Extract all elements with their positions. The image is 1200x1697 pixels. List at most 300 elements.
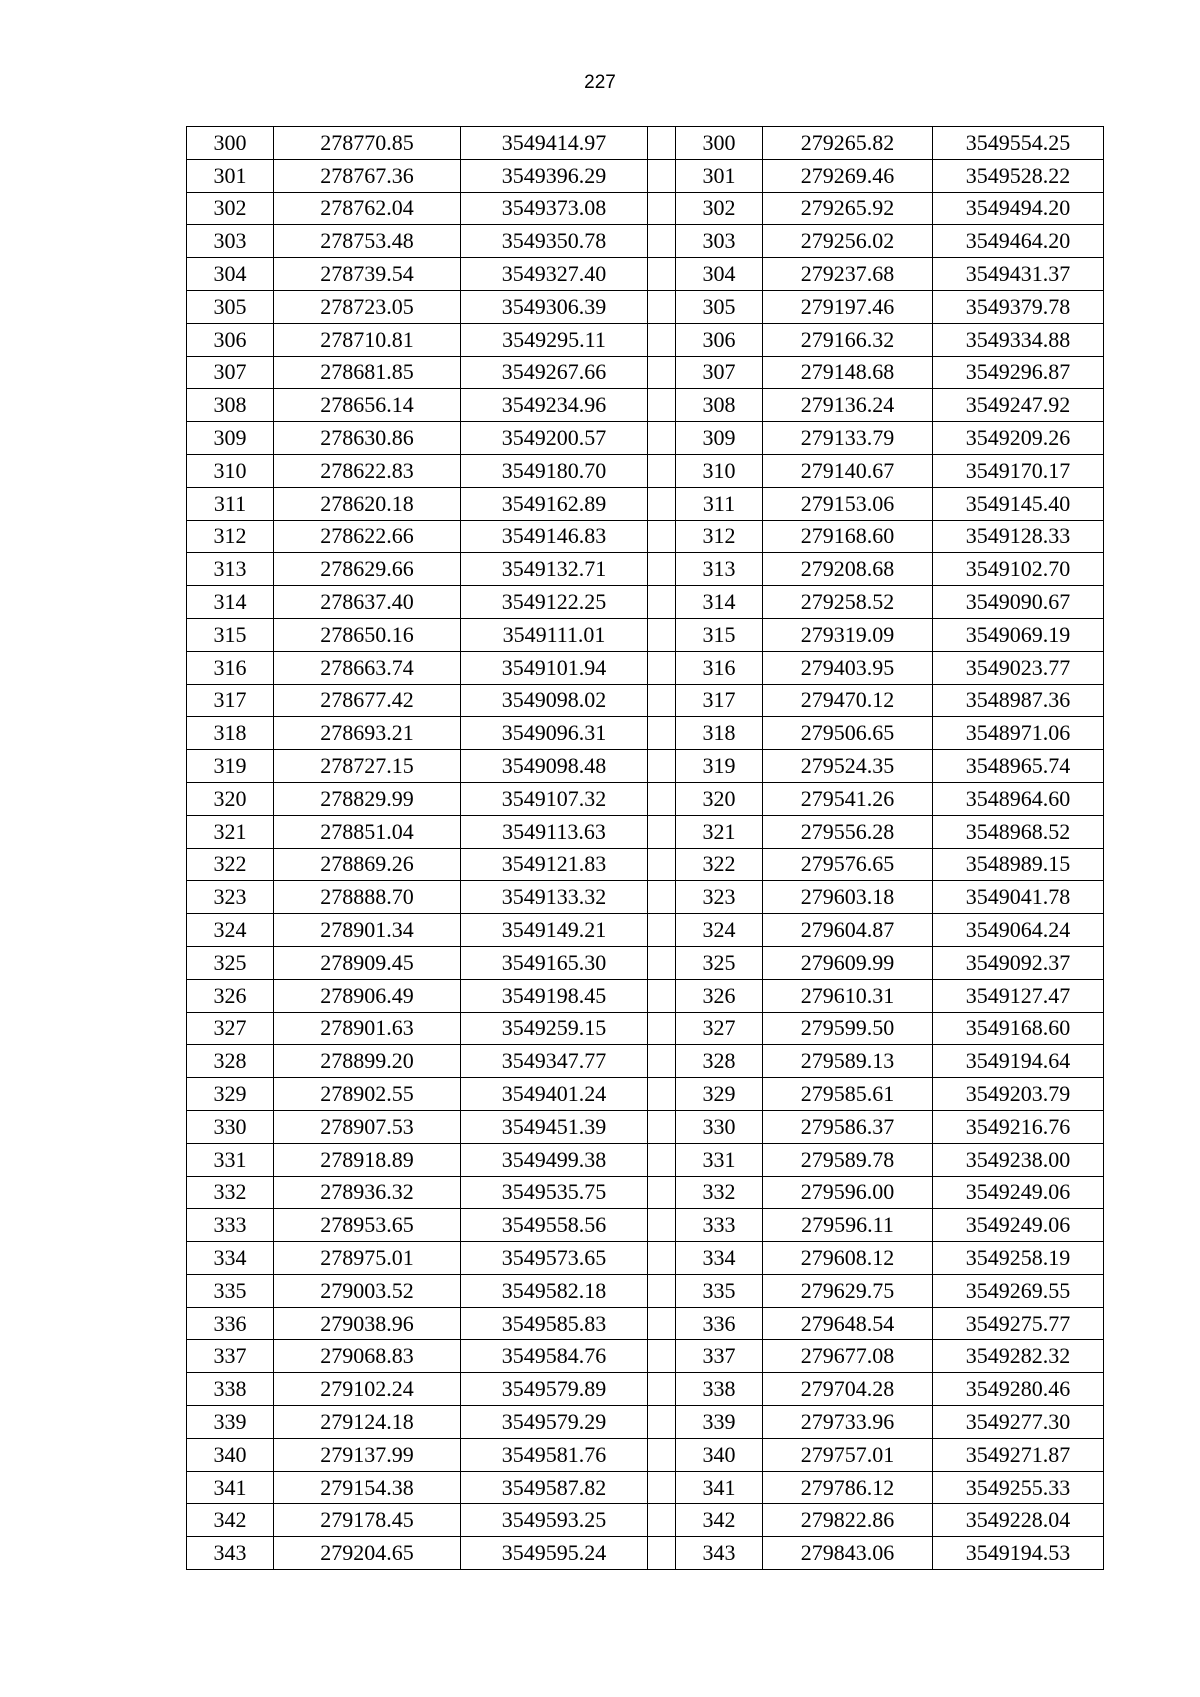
right-point-number: 342 — [676, 1504, 763, 1537]
spacer-cell — [648, 1537, 676, 1570]
left-y-coordinate: 3549101.94 — [461, 651, 648, 684]
left-point-number: 304 — [187, 258, 274, 291]
table-row — [187, 1537, 1104, 1570]
right-x-coordinate: 279586.37 — [763, 1110, 933, 1143]
right-x-coordinate: 279629.75 — [763, 1274, 933, 1307]
spacer-cell — [648, 815, 676, 848]
left-point-number: 324 — [187, 914, 274, 947]
left-point-number: 323 — [187, 881, 274, 914]
left-x-coordinate: 278739.54 — [274, 258, 461, 291]
spacer-cell — [648, 1143, 676, 1176]
spacer-cell — [648, 553, 676, 586]
left-x-coordinate: 279003.52 — [274, 1274, 461, 1307]
left-point-number: 335 — [187, 1274, 274, 1307]
right-y-coordinate: 3548971.06 — [933, 717, 1104, 750]
spacer-cell — [648, 1176, 676, 1209]
spacer-cell — [648, 914, 676, 947]
table-row — [187, 1012, 1104, 1045]
left-y-coordinate: 3549107.32 — [461, 782, 648, 815]
left-y-coordinate: 3549267.66 — [461, 356, 648, 389]
left-y-coordinate: 3549111.01 — [461, 618, 648, 651]
spacer-cell — [648, 1438, 676, 1471]
left-point-number: 337 — [187, 1340, 274, 1373]
table-row — [187, 979, 1104, 1012]
table-row — [187, 1471, 1104, 1504]
left-y-coordinate: 3549165.30 — [461, 946, 648, 979]
right-y-coordinate: 3549203.79 — [933, 1078, 1104, 1111]
spacer-cell — [648, 389, 676, 422]
right-y-coordinate: 3549102.70 — [933, 553, 1104, 586]
right-point-number: 322 — [676, 848, 763, 881]
right-x-coordinate: 279265.92 — [763, 192, 933, 225]
right-y-coordinate: 3549249.06 — [933, 1209, 1104, 1242]
table-row — [187, 684, 1104, 717]
left-y-coordinate: 3549593.25 — [461, 1504, 648, 1537]
left-y-coordinate: 3549401.24 — [461, 1078, 648, 1111]
right-point-number: 329 — [676, 1078, 763, 1111]
left-y-coordinate: 3549259.15 — [461, 1012, 648, 1045]
left-point-number: 336 — [187, 1307, 274, 1340]
left-x-coordinate: 279137.99 — [274, 1438, 461, 1471]
right-x-coordinate: 279133.79 — [763, 422, 933, 455]
spacer-cell — [648, 881, 676, 914]
spacer-cell — [648, 1274, 676, 1307]
right-y-coordinate: 3549431.37 — [933, 258, 1104, 291]
spacer-cell — [648, 520, 676, 553]
spacer-cell — [648, 848, 676, 881]
right-y-coordinate: 3549296.87 — [933, 356, 1104, 389]
left-point-number: 319 — [187, 750, 274, 783]
right-point-number: 331 — [676, 1143, 763, 1176]
left-x-coordinate: 278953.65 — [274, 1209, 461, 1242]
left-point-number: 302 — [187, 192, 274, 225]
right-y-coordinate: 3549271.87 — [933, 1438, 1104, 1471]
table-row — [187, 290, 1104, 323]
left-x-coordinate: 278622.66 — [274, 520, 461, 553]
spacer-cell — [648, 1045, 676, 1078]
left-point-number: 328 — [187, 1045, 274, 1078]
table-row — [187, 454, 1104, 487]
right-x-coordinate: 279596.00 — [763, 1176, 933, 1209]
left-y-coordinate: 3549558.56 — [461, 1209, 648, 1242]
left-y-coordinate: 3549579.29 — [461, 1406, 648, 1439]
left-point-number: 332 — [187, 1176, 274, 1209]
right-y-coordinate: 3549228.04 — [933, 1504, 1104, 1537]
left-x-coordinate: 278762.04 — [274, 192, 461, 225]
left-x-coordinate: 278630.86 — [274, 422, 461, 455]
left-point-number: 311 — [187, 487, 274, 520]
table-row — [187, 422, 1104, 455]
right-point-number: 313 — [676, 553, 763, 586]
right-y-coordinate: 3548965.74 — [933, 750, 1104, 783]
spacer-cell — [648, 290, 676, 323]
table-row — [187, 618, 1104, 651]
right-y-coordinate: 3548968.52 — [933, 815, 1104, 848]
left-point-number: 301 — [187, 159, 274, 192]
left-y-coordinate: 3549306.39 — [461, 290, 648, 323]
left-point-number: 318 — [187, 717, 274, 750]
left-point-number: 326 — [187, 979, 274, 1012]
right-point-number: 311 — [676, 487, 763, 520]
right-y-coordinate: 3549170.17 — [933, 454, 1104, 487]
right-point-number: 303 — [676, 225, 763, 258]
left-x-coordinate: 278629.66 — [274, 553, 461, 586]
left-x-coordinate: 278637.40 — [274, 586, 461, 619]
left-y-coordinate: 3549198.45 — [461, 979, 648, 1012]
table-row — [187, 717, 1104, 750]
left-point-number: 339 — [187, 1406, 274, 1439]
left-y-coordinate: 3549451.39 — [461, 1110, 648, 1143]
left-point-number: 331 — [187, 1143, 274, 1176]
table-row — [187, 1504, 1104, 1537]
left-y-coordinate: 3549200.57 — [461, 422, 648, 455]
left-y-coordinate: 3549146.83 — [461, 520, 648, 553]
left-point-number: 327 — [187, 1012, 274, 1045]
table-row — [187, 1307, 1104, 1340]
right-x-coordinate: 279589.78 — [763, 1143, 933, 1176]
spacer-cell — [648, 586, 676, 619]
left-y-coordinate: 3549573.65 — [461, 1242, 648, 1275]
right-point-number: 321 — [676, 815, 763, 848]
right-x-coordinate: 279319.09 — [763, 618, 933, 651]
right-y-coordinate: 3549209.26 — [933, 422, 1104, 455]
spacer-cell — [648, 618, 676, 651]
spacer-cell — [648, 454, 676, 487]
left-y-coordinate: 3549585.83 — [461, 1307, 648, 1340]
left-point-number: 334 — [187, 1242, 274, 1275]
left-y-coordinate: 3549499.38 — [461, 1143, 648, 1176]
right-point-number: 320 — [676, 782, 763, 815]
table-row — [187, 1110, 1104, 1143]
table-row — [187, 815, 1104, 848]
right-y-coordinate: 3549277.30 — [933, 1406, 1104, 1439]
right-y-coordinate: 3549023.77 — [933, 651, 1104, 684]
spacer-cell — [648, 1242, 676, 1275]
table-row — [187, 651, 1104, 684]
left-y-coordinate: 3549162.89 — [461, 487, 648, 520]
table-row — [187, 914, 1104, 947]
right-point-number: 343 — [676, 1537, 763, 1570]
right-x-coordinate: 279786.12 — [763, 1471, 933, 1504]
left-y-coordinate: 3549587.82 — [461, 1471, 648, 1504]
left-point-number: 330 — [187, 1110, 274, 1143]
table-row — [187, 192, 1104, 225]
left-point-number: 316 — [187, 651, 274, 684]
table-row — [187, 848, 1104, 881]
table-row — [187, 881, 1104, 914]
right-x-coordinate: 279599.50 — [763, 1012, 933, 1045]
right-point-number: 339 — [676, 1406, 763, 1439]
left-y-coordinate: 3549396.29 — [461, 159, 648, 192]
spacer-cell — [648, 159, 676, 192]
left-y-coordinate: 3549295.11 — [461, 323, 648, 356]
right-point-number: 309 — [676, 422, 763, 455]
coordinate-table-body — [187, 127, 1104, 1570]
left-x-coordinate: 278869.26 — [274, 848, 461, 881]
left-y-coordinate: 3549121.83 — [461, 848, 648, 881]
right-y-coordinate: 3549528.22 — [933, 159, 1104, 192]
left-point-number: 306 — [187, 323, 274, 356]
right-point-number: 314 — [676, 586, 763, 619]
left-x-coordinate: 278901.34 — [274, 914, 461, 947]
spacer-cell — [648, 717, 676, 750]
right-x-coordinate: 279506.65 — [763, 717, 933, 750]
spacer-cell — [648, 487, 676, 520]
left-point-number: 312 — [187, 520, 274, 553]
table-row — [187, 225, 1104, 258]
table-row — [187, 1176, 1104, 1209]
left-y-coordinate: 3549096.31 — [461, 717, 648, 750]
left-y-coordinate: 3549098.48 — [461, 750, 648, 783]
right-point-number: 300 — [676, 127, 763, 160]
spacer-cell — [648, 258, 676, 291]
right-x-coordinate: 279153.06 — [763, 487, 933, 520]
right-y-coordinate: 3549128.33 — [933, 520, 1104, 553]
right-x-coordinate: 279704.28 — [763, 1373, 933, 1406]
right-y-coordinate: 3549168.60 — [933, 1012, 1104, 1045]
table-row — [187, 750, 1104, 783]
table-row — [187, 1143, 1104, 1176]
table-row — [187, 520, 1104, 553]
spacer-cell — [648, 782, 676, 815]
right-y-coordinate: 3548964.60 — [933, 782, 1104, 815]
left-y-coordinate: 3549595.24 — [461, 1537, 648, 1570]
right-point-number: 306 — [676, 323, 763, 356]
left-point-number: 305 — [187, 290, 274, 323]
left-y-coordinate: 3549132.71 — [461, 553, 648, 586]
right-point-number: 319 — [676, 750, 763, 783]
right-x-coordinate: 279733.96 — [763, 1406, 933, 1439]
right-y-coordinate: 3549194.53 — [933, 1537, 1104, 1570]
left-x-coordinate: 278663.74 — [274, 651, 461, 684]
left-x-coordinate: 278710.81 — [274, 323, 461, 356]
left-x-coordinate: 278906.49 — [274, 979, 461, 1012]
right-y-coordinate: 3549464.20 — [933, 225, 1104, 258]
left-y-coordinate: 3549098.02 — [461, 684, 648, 717]
table-row — [187, 323, 1104, 356]
right-y-coordinate: 3549255.33 — [933, 1471, 1104, 1504]
table-row — [187, 1340, 1104, 1373]
spacer-cell — [648, 1307, 676, 1340]
left-y-coordinate: 3549347.77 — [461, 1045, 648, 1078]
right-point-number: 305 — [676, 290, 763, 323]
spacer-cell — [648, 1504, 676, 1537]
right-y-coordinate: 3549216.76 — [933, 1110, 1104, 1143]
right-y-coordinate: 3549090.67 — [933, 586, 1104, 619]
left-x-coordinate: 279038.96 — [274, 1307, 461, 1340]
left-point-number: 329 — [187, 1078, 274, 1111]
table-row — [187, 159, 1104, 192]
right-point-number: 332 — [676, 1176, 763, 1209]
right-point-number: 335 — [676, 1274, 763, 1307]
left-y-coordinate: 3549373.08 — [461, 192, 648, 225]
left-point-number: 333 — [187, 1209, 274, 1242]
right-x-coordinate: 279168.60 — [763, 520, 933, 553]
right-point-number: 340 — [676, 1438, 763, 1471]
left-x-coordinate: 278650.16 — [274, 618, 461, 651]
right-y-coordinate: 3549282.32 — [933, 1340, 1104, 1373]
spacer-cell — [648, 1209, 676, 1242]
spacer-cell — [648, 356, 676, 389]
left-x-coordinate: 279068.83 — [274, 1340, 461, 1373]
right-x-coordinate: 279470.12 — [763, 684, 933, 717]
spacer-cell — [648, 323, 676, 356]
left-x-coordinate: 278899.20 — [274, 1045, 461, 1078]
left-x-coordinate: 278975.01 — [274, 1242, 461, 1275]
left-y-coordinate: 3549180.70 — [461, 454, 648, 487]
right-y-coordinate: 3549145.40 — [933, 487, 1104, 520]
right-x-coordinate: 279148.68 — [763, 356, 933, 389]
table-row — [187, 1242, 1104, 1275]
left-x-coordinate: 278829.99 — [274, 782, 461, 815]
right-point-number: 324 — [676, 914, 763, 947]
table-row — [187, 127, 1104, 160]
table-row — [187, 553, 1104, 586]
left-point-number: 303 — [187, 225, 274, 258]
right-point-number: 337 — [676, 1340, 763, 1373]
left-point-number: 313 — [187, 553, 274, 586]
left-y-coordinate: 3549327.40 — [461, 258, 648, 291]
left-x-coordinate: 278770.85 — [274, 127, 461, 160]
left-point-number: 310 — [187, 454, 274, 487]
left-x-coordinate: 278936.32 — [274, 1176, 461, 1209]
right-point-number: 338 — [676, 1373, 763, 1406]
right-x-coordinate: 279237.68 — [763, 258, 933, 291]
left-y-coordinate: 3549581.76 — [461, 1438, 648, 1471]
right-x-coordinate: 279556.28 — [763, 815, 933, 848]
left-x-coordinate: 278622.83 — [274, 454, 461, 487]
right-x-coordinate: 279585.61 — [763, 1078, 933, 1111]
right-point-number: 315 — [676, 618, 763, 651]
right-y-coordinate: 3549269.55 — [933, 1274, 1104, 1307]
left-x-coordinate: 279124.18 — [274, 1406, 461, 1439]
left-point-number: 321 — [187, 815, 274, 848]
right-x-coordinate: 279608.12 — [763, 1242, 933, 1275]
coordinate-table — [186, 126, 1104, 1570]
left-point-number: 320 — [187, 782, 274, 815]
table-row — [187, 586, 1104, 619]
right-x-coordinate: 279603.18 — [763, 881, 933, 914]
right-x-coordinate: 279648.54 — [763, 1307, 933, 1340]
right-x-coordinate: 279822.86 — [763, 1504, 933, 1537]
right-x-coordinate: 279256.02 — [763, 225, 933, 258]
right-y-coordinate: 3549238.00 — [933, 1143, 1104, 1176]
right-y-coordinate: 3549249.06 — [933, 1176, 1104, 1209]
left-point-number: 342 — [187, 1504, 274, 1537]
left-x-coordinate: 278677.42 — [274, 684, 461, 717]
table-row — [187, 1438, 1104, 1471]
right-x-coordinate: 279208.68 — [763, 553, 933, 586]
right-point-number: 302 — [676, 192, 763, 225]
left-point-number: 300 — [187, 127, 274, 160]
left-y-coordinate: 3549584.76 — [461, 1340, 648, 1373]
right-x-coordinate: 279604.87 — [763, 914, 933, 947]
right-x-coordinate: 279269.46 — [763, 159, 933, 192]
left-x-coordinate: 278693.21 — [274, 717, 461, 750]
right-point-number: 330 — [676, 1110, 763, 1143]
right-y-coordinate: 3549194.64 — [933, 1045, 1104, 1078]
left-point-number: 308 — [187, 389, 274, 422]
right-point-number: 327 — [676, 1012, 763, 1045]
table-row — [187, 946, 1104, 979]
left-y-coordinate: 3549350.78 — [461, 225, 648, 258]
left-point-number: 341 — [187, 1471, 274, 1504]
right-y-coordinate: 3549275.77 — [933, 1307, 1104, 1340]
right-y-coordinate: 3548987.36 — [933, 684, 1104, 717]
left-y-coordinate: 3549149.21 — [461, 914, 648, 947]
table-row — [187, 1373, 1104, 1406]
left-point-number: 309 — [187, 422, 274, 455]
left-y-coordinate: 3549414.97 — [461, 127, 648, 160]
left-point-number: 317 — [187, 684, 274, 717]
table-row — [187, 1406, 1104, 1439]
right-y-coordinate: 3549092.37 — [933, 946, 1104, 979]
right-y-coordinate: 3549280.46 — [933, 1373, 1104, 1406]
right-y-coordinate: 3549127.47 — [933, 979, 1104, 1012]
left-x-coordinate: 279178.45 — [274, 1504, 461, 1537]
left-x-coordinate: 278888.70 — [274, 881, 461, 914]
right-y-coordinate: 3549064.24 — [933, 914, 1104, 947]
table-row — [187, 1078, 1104, 1111]
right-point-number: 336 — [676, 1307, 763, 1340]
right-x-coordinate: 279265.82 — [763, 127, 933, 160]
right-y-coordinate: 3549379.78 — [933, 290, 1104, 323]
right-x-coordinate: 279166.32 — [763, 323, 933, 356]
right-point-number: 333 — [676, 1209, 763, 1242]
left-point-number: 338 — [187, 1373, 274, 1406]
spacer-cell — [648, 1340, 676, 1373]
spacer-cell — [648, 750, 676, 783]
left-x-coordinate: 279204.65 — [274, 1537, 461, 1570]
right-point-number: 317 — [676, 684, 763, 717]
right-y-coordinate: 3549041.78 — [933, 881, 1104, 914]
left-y-coordinate: 3549113.63 — [461, 815, 648, 848]
spacer-cell — [648, 1110, 676, 1143]
table-row — [187, 356, 1104, 389]
table-row — [187, 1274, 1104, 1307]
left-x-coordinate: 278723.05 — [274, 290, 461, 323]
table-row — [187, 389, 1104, 422]
right-x-coordinate: 279609.99 — [763, 946, 933, 979]
left-x-coordinate: 278681.85 — [274, 356, 461, 389]
spacer-cell — [648, 651, 676, 684]
right-x-coordinate: 279524.35 — [763, 750, 933, 783]
right-point-number: 307 — [676, 356, 763, 389]
left-y-coordinate: 3549234.96 — [461, 389, 648, 422]
right-x-coordinate: 279589.13 — [763, 1045, 933, 1078]
right-point-number: 308 — [676, 389, 763, 422]
spacer-cell — [648, 684, 676, 717]
right-point-number: 310 — [676, 454, 763, 487]
left-x-coordinate: 279102.24 — [274, 1373, 461, 1406]
right-point-number: 326 — [676, 979, 763, 1012]
right-point-number: 301 — [676, 159, 763, 192]
right-x-coordinate: 279541.26 — [763, 782, 933, 815]
left-x-coordinate: 278656.14 — [274, 389, 461, 422]
spacer-cell — [648, 979, 676, 1012]
spacer-cell — [648, 1078, 676, 1111]
right-x-coordinate: 279596.11 — [763, 1209, 933, 1242]
right-point-number: 341 — [676, 1471, 763, 1504]
right-y-coordinate: 3549494.20 — [933, 192, 1104, 225]
right-y-coordinate: 3549334.88 — [933, 323, 1104, 356]
spacer-cell — [648, 1012, 676, 1045]
right-y-coordinate: 3549247.92 — [933, 389, 1104, 422]
right-x-coordinate: 279258.52 — [763, 586, 933, 619]
left-x-coordinate: 278901.63 — [274, 1012, 461, 1045]
left-y-coordinate: 3549579.89 — [461, 1373, 648, 1406]
right-y-coordinate: 3548989.15 — [933, 848, 1104, 881]
